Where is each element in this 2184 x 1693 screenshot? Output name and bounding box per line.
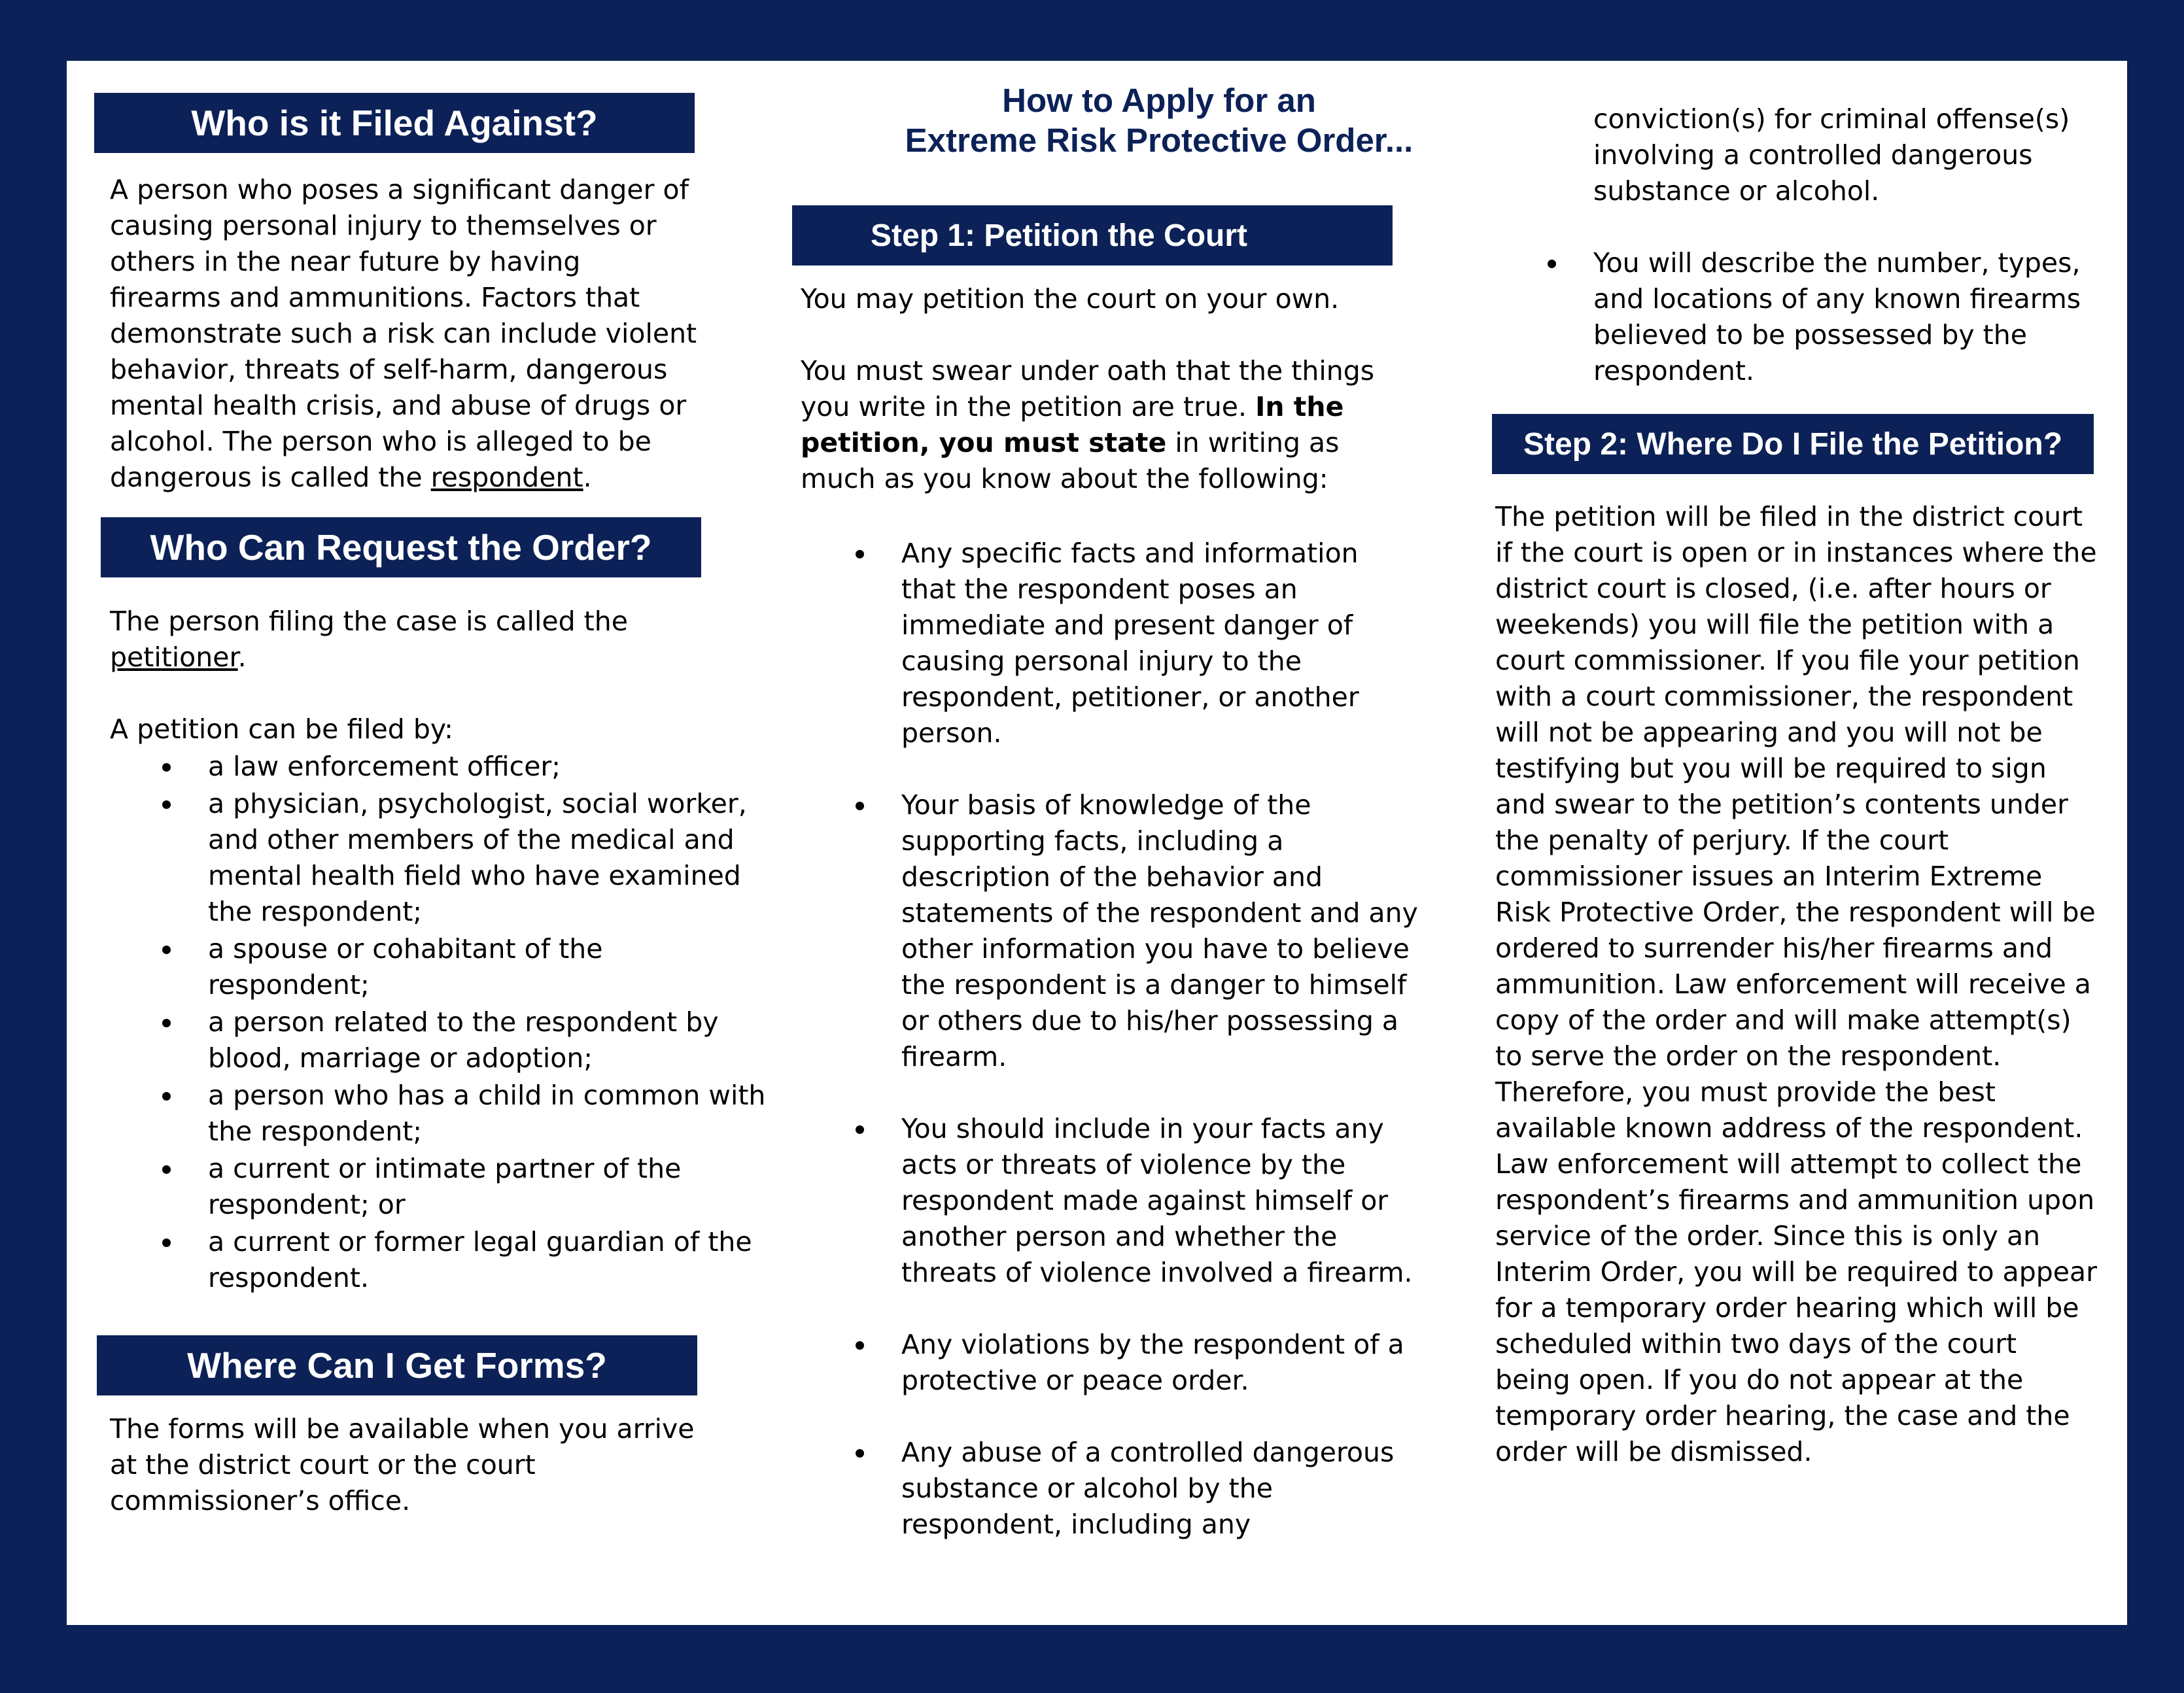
list-item (901, 536, 1418, 751)
list-item (208, 1078, 771, 1150)
filed-against-paragraph: A person who poses a significant danger of causing personal injury to themselves or others in the near future by having firearms and ammunitions. Factors that demonstrate such a risk can include violent behavior, threats of self-harm, dangerous mental health crisis, and abuse of drugs or alcohol. The person who is alleged to be dangerous is called the respondent. (110, 174, 697, 493)
list-item-text: a spouse or cohabitant of the respondent; (208, 933, 603, 1000)
petition-facts-list (901, 536, 1418, 1543)
heading-where-get-forms: Where Can I Get Forms? (97, 1335, 697, 1395)
list-item (208, 786, 771, 930)
list-item (208, 749, 771, 785)
bullet-icon (162, 1165, 171, 1174)
bullet-icon (856, 802, 864, 810)
list-item (208, 931, 771, 1003)
list-item-text: Any abuse of a controlled dangerous substance or alcohol by the respondent, including any (901, 1437, 1395, 1540)
list-item-text: You will describe the number, types, and locations of any known firearms believed to be possessed by the respondent. (1593, 247, 2081, 386)
list-item-text: Any violations by the respondent of a protective or peace order. (901, 1329, 1404, 1396)
heading-who-can-request: Who Can Request the Order? (101, 517, 701, 577)
heading-who-filed-against: Who is it Filed Against? (94, 93, 695, 153)
list-item (901, 787, 1418, 1075)
list-item (1593, 245, 2110, 389)
list-item (901, 1111, 1418, 1291)
bullet-icon (162, 1092, 171, 1101)
filer-list (208, 749, 771, 1296)
bullet-icon (162, 800, 171, 809)
list-item (901, 1435, 1418, 1543)
continued-conviction-text: conviction(s) for criminal offense(s) involving a controlled dangerous substance or alcohol. (1593, 103, 2070, 207)
list-item-text: a current or former legal guardian of the respondent. (208, 1226, 752, 1293)
brochure-title (786, 80, 1532, 160)
firearms-description-list (1593, 245, 2110, 389)
list-item-text: a person related to the respondent by blood, marriage or adoption; (208, 1006, 719, 1074)
bullet-icon (856, 1125, 864, 1134)
list-item-text: Any specific facts and information that the respondent poses an immediate and present danger of causing personal injury to the respondent, petitioner, or another person. (901, 538, 1359, 749)
bullet-icon (162, 946, 171, 954)
heading-step-1: Step 1: Petition the Court (792, 205, 1393, 265)
bullet-icon (162, 1239, 171, 1247)
list-item (208, 1224, 771, 1296)
list-item-text: a person who has a child in common with the respondent; (208, 1080, 766, 1147)
bullet-icon (856, 1449, 864, 1458)
bullet-icon (856, 1341, 864, 1350)
step1-oath-paragraph: You must swear under oath that the things you write in the petition are true. In the petition, you must state in writing as much as you know about the following: (801, 355, 1375, 494)
list-item (208, 1004, 771, 1076)
bullet-icon (1548, 260, 1556, 268)
step2-paragraph: The petition will be filed in the district court if the court is open or in instances where the district court is closed, (i.e. after hours or weekends) you will file the petition with a court commissioner. If you file your petition with a court commissioner, the respondent will not be appearing and you will not be testifying but you will be required to sign and swear to the petition’s contents under the penalty of perjury. If the court commissioner issues an Interim Extreme Risk Protective Order, the respondent will be ordered to surrender his/her firearms and ammunition. Law enforcement will receive a copy of the order and will make attempt(s) to serve the order on the respondent. Therefore, you must provide the best available known address of the respondent. Law enforcement will attempt to collect the respondent’s firearms and ammunition upon service of the order. Since this is only an Interim Order, you will be required to appear for a temporary order hearing which will be scheduled within two days of the court being open. If you do not appear at the temporary order hearing, the case and the order will be dismissed. (1495, 501, 2097, 1467)
step1-own-petition: You may petition the court on your own. (801, 283, 1340, 315)
title-line-2: Extreme Risk Protective Order... (905, 122, 1413, 159)
petitioner-paragraph: The person filing the case is called the petitioner. (110, 606, 628, 673)
brochure-page (67, 61, 2127, 1625)
list-item (901, 1327, 1418, 1399)
filed-by-intro: A petition can be filed by: (110, 713, 453, 745)
forms-paragraph: The forms will be available when you arrive at the district court or the court commissioner’s office. (110, 1413, 695, 1516)
list-item-text: You should include in your facts any acts or threats of violence by the respondent made against himself or another person and whether the threats of violence involved a firearm. (901, 1113, 1413, 1288)
bullet-icon (162, 1019, 171, 1027)
list-item-text: a physician, psychologist, social worker, and other members of the medical and mental health field who have examined the respondent; (208, 788, 747, 927)
list-item (208, 1151, 771, 1223)
title-line-1: How to Apply for an (1002, 82, 1316, 119)
bullet-icon (162, 763, 171, 772)
list-item-text: a current or intimate partner of the respondent; or (208, 1153, 682, 1220)
bullet-icon (856, 550, 864, 558)
list-item-text: a law enforcement officer; (208, 751, 561, 782)
heading-step-2: Step 2: Where Do I File the Petition? (1492, 414, 2094, 474)
list-item-text: Your basis of knowledge of the supporting facts, including a description of the behavior and statements of the respondent and any other information you have to believe the respondent is a danger to himself or others due to his/her possessing a firearm. (901, 789, 1418, 1072)
